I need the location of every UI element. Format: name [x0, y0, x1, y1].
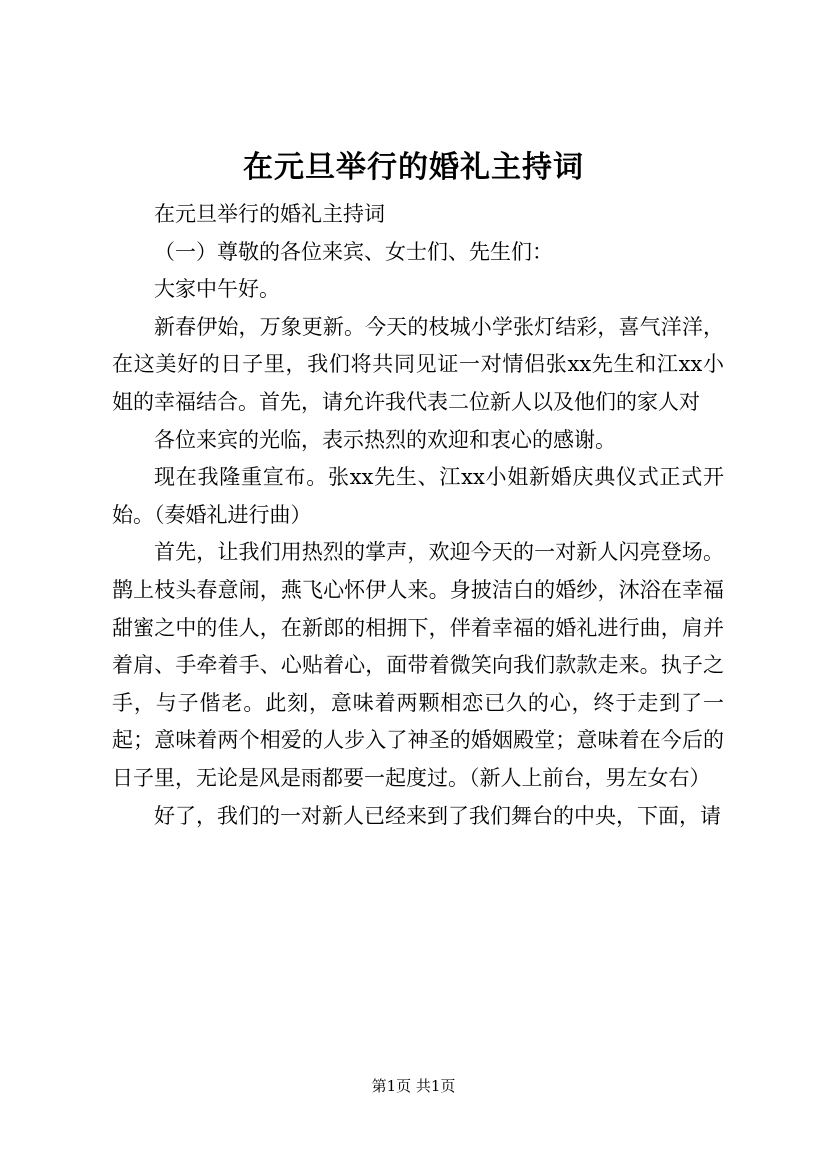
paragraph-thanks: 各位来宾的光临，表示热烈的欢迎和衷心的感谢。	[154, 427, 616, 452]
paragraph-announcement: 现在我隆重宣布。张xx先生、江xx小姐新婚庆典仪式正式开始。（奏婚礼进行曲）	[112, 465, 724, 527]
document-body	[112, 196, 724, 835]
document-title: 在元旦举行的婚礼主持词	[243, 150, 584, 185]
paragraph-subtitle: 在元旦举行的婚礼主持词	[154, 202, 385, 226]
paragraph-opening: 新春伊始，万象更新。今天的枝城小学张灯结彩，喜气洋洋，在这美好的日子里，我们将共同见证一对情侣张xx先生和江xx小姐的幸福结合。首先，请允许我代表二位新人以及他们的家人对	[112, 314, 724, 414]
paragraph-hello: 大家中午好。	[154, 277, 280, 302]
paragraph-next: 好了，我们的一对新人已经来到了我们舞台的中央，下面，请	[154, 803, 721, 828]
paragraph-entrance: 首先，让我们用热烈的掌声，欢迎今天的一对新人闪亮登场。鹊上枝头春意闹，燕飞心怀伊人来。身披洁白的婚纱，沐浴在幸福甜蜜之中的佳人，在新郎的相拥下，伴着幸福的婚礼进行曲，肩并着肩、手牵着手、心贴着心，面带着微笑向我们款款走来。执子之手，与子偕老。此刻，意味着两颗相恋已久的心，终于走到了一起；意味着两个相爱的人步入了神圣的婚姻殿堂；意味着在今后的日子里，无论是风是雨都要一起度过。（新人上前台，男左女右）	[112, 540, 724, 790]
paragraph-greeting: （一）尊敬的各位来宾、女士们、先生们：	[154, 239, 553, 264]
page-footer: 第1页 共1页	[371, 1077, 456, 1095]
